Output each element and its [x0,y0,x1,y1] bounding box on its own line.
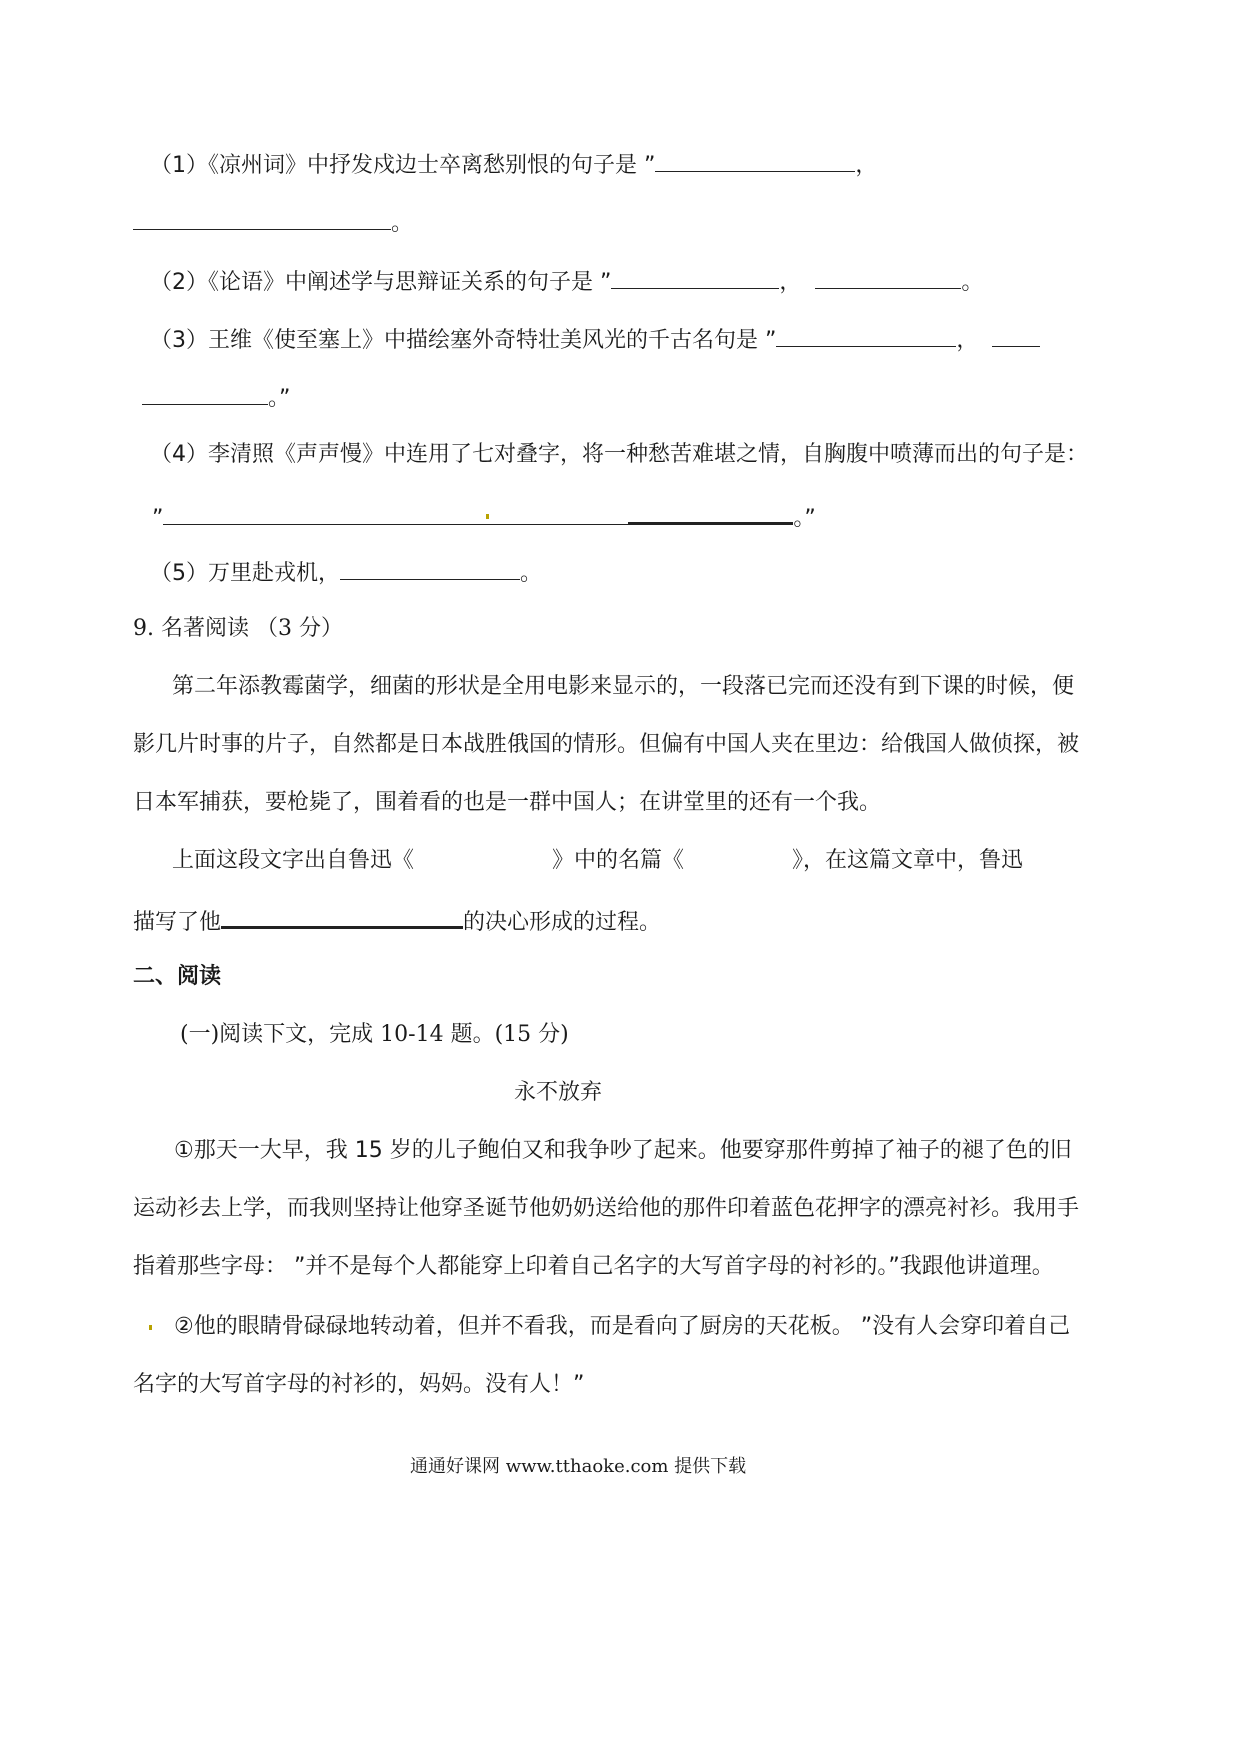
answer-blank[interactable] [628,500,793,525]
story-p2-line2: 名字的大写首字母的衬衫的，妈妈。没有人！” [133,1372,585,1397]
answer-blank[interactable] [142,382,268,405]
q8-item5: （5）万里赴戎机， 。 [150,557,542,589]
answer-blank[interactable] [655,149,855,172]
story-title: 永不放弃 [514,1080,603,1105]
q9-para-line3: 日本军捕获，要枪毙了，围着看的也是一群中国人；在讲堂里的还有一个我。 [133,790,882,815]
q8-item3-line2: 。” [142,382,290,414]
q8-item5-prompt: （5）万里赴戎机， [150,561,340,586]
section2-heading: 二、阅读 [133,964,222,989]
story-p1-line3: 指着那些字母： ”并不是每个人都能穿上印着自己名字的大写首字母的衬衫的。”我跟他讲道理。 [133,1254,1054,1279]
q9-question-line2: 描写了他 的决心形成的过程。 [133,904,661,938]
answer-blank[interactable] [611,266,779,289]
section2-sub-heading: (一)阅读下文，完成 10-14 题。(15 分) [180,1022,569,1047]
q8-item1-line1: （1）《凉州词》中抒发戍边士卒离愁别恨的句子是 ” ， [150,149,877,181]
q9-question-line1: 上面这段文字出自鲁迅《 》中的名篇《 》，在这篇文章中，鲁迅 [172,848,1024,873]
q8-item1-line2: 。 [133,207,413,239]
story-p1-line2: 运动衫去上学，而我则坚持让他穿圣诞节他奶奶送给他的那件印着蓝色花押字的漂亮衬衫。我用手 [133,1196,1080,1221]
q9-heading: 9. 名著阅读 （3 分） [133,616,343,641]
answer-blank[interactable] [221,904,463,929]
q8-item4-line2: ” 。” [152,500,816,534]
speck [486,514,489,519]
story-p2-line1: ②他的眼睛骨碌碌地转动着，但并不看我，而是看向了厨房的天花板。 ”没有人会穿印着自己 [174,1314,1071,1339]
answer-blank[interactable] [815,266,961,289]
footer: 通通好课网 www.tthaoke.com 提供下载 [410,1456,747,1477]
q8-item3-prompt: （3）王维《使至塞上》中描绘塞外奇特壮美风光的千古名句是 ” [150,328,777,353]
answer-blank[interactable] [340,557,520,580]
q8-item4-line1 [150,440,1088,470]
answer-blank[interactable] [163,502,628,525]
answer-blank[interactable] [776,324,956,347]
story-p1-line1: ①那天一大早，我 15 岁的儿子鲍伯又和我争吵了起来。他要穿那件剪掉了袖子的褪了色的旧 [174,1138,1072,1163]
q8-item1-prompt: （1）《凉州词》中抒发戍边士卒离愁别恨的句子是 ” [150,153,656,178]
answer-blank[interactable] [992,324,1040,347]
q8-item4-prompt: （4）李清照《声声慢》中连用了七对叠字，将一种愁苦难堪之情，自胸腹中喷薄而出的句子是： [150,442,1089,467]
q9-para-line2: 影几片时事的片子，自然都是日本战胜俄国的情形。但偏有中国人夹在里边：给俄国人做侦探，被 [133,732,1080,757]
q8-item3-line1: （3）王维《使至塞上》中描绘塞外奇特壮美风光的千古名句是 ” ， [150,324,1040,356]
q8-item2-prompt: （2）《论语》中阐述学与思辩证关系的句子是 ” [150,270,612,295]
answer-blank[interactable] [133,207,391,230]
q8-item2: （2）《论语》中阐述学与思辩证关系的句子是 ” ， 。 [150,266,983,298]
q9-para-line1: 第二年添教霉菌学，细菌的形状是全用电影来显示的，一段落已完而还没有到下课的时候，便 [172,674,1075,699]
speck [149,1325,152,1330]
